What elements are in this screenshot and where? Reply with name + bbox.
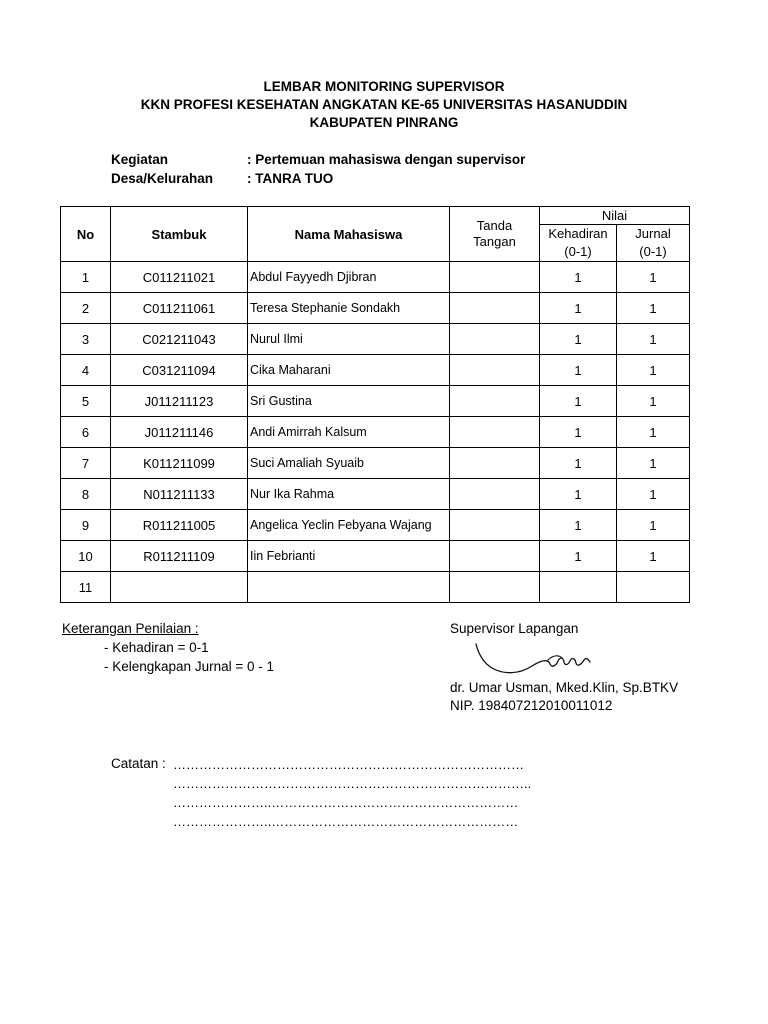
table-row <box>61 448 690 479</box>
cell-tanda-tangan <box>450 448 540 479</box>
cell-jurnal: 1 <box>617 479 690 510</box>
cell-kehadiran <box>540 572 617 603</box>
cell-stambuk <box>111 572 248 603</box>
cell-tanda-tangan <box>450 386 540 417</box>
cell-stambuk: J011211123 <box>111 386 248 417</box>
cell-stambuk: C011211061 <box>111 293 248 324</box>
cell-stambuk: K011211099 <box>111 448 248 479</box>
header-nama: Nama Mahasiswa <box>248 207 450 262</box>
table-row <box>61 572 690 603</box>
cell-tanda-tangan <box>450 572 540 603</box>
cell-stambuk: R011211005 <box>111 510 248 541</box>
table-row <box>61 417 690 448</box>
header-jurnal <box>617 225 690 262</box>
cell-no: 8 <box>61 479 111 510</box>
cell-jurnal: 1 <box>617 355 690 386</box>
header-kehadiran <box>540 225 617 262</box>
cell-jurnal: 1 <box>617 417 690 448</box>
cell-nama: Nurul Ilmi <box>248 324 450 355</box>
cell-tanda-tangan <box>450 510 540 541</box>
cell-no: 7 <box>61 448 111 479</box>
cell-no: 6 <box>61 417 111 448</box>
cell-jurnal: 1 <box>617 262 690 293</box>
cell-nama: Abdul Fayyedh Djibran <box>248 262 450 293</box>
cell-jurnal: 1 <box>617 541 690 572</box>
cell-kehadiran: 1 <box>540 293 617 324</box>
cell-nama: Cika Maharani <box>248 355 450 386</box>
cell-jurnal: 1 <box>617 324 690 355</box>
cell-no: 1 <box>61 262 111 293</box>
cell-nama: Sri Gustina <box>248 386 450 417</box>
table-row <box>61 386 690 417</box>
cell-kehadiran: 1 <box>540 448 617 479</box>
supervisor-title: Supervisor Lapangan <box>450 621 579 636</box>
table-row <box>61 324 690 355</box>
cell-no: 10 <box>61 541 111 572</box>
supervisor-name: dr. Umar Usman, Mked.Klin, Sp.BTKV <box>450 680 679 695</box>
cell-nama: Nur Ika Rahma <box>248 479 450 510</box>
cell-nama: Andi Amirrah Kalsum <box>248 417 450 448</box>
kegiatan-value: : Pertemuan mahasiswa dengan supervisor <box>247 152 526 167</box>
table-row <box>61 262 690 293</box>
supervisor-nip: NIP. 198407212010011012 <box>450 698 613 713</box>
catatan-line-4: …………………..………………………………………………… <box>173 814 519 829</box>
cell-jurnal: 1 <box>617 448 690 479</box>
header-kehadiran-line1: Kehadiran <box>548 226 608 241</box>
cell-nama <box>248 572 450 603</box>
header-no: No <box>61 207 111 262</box>
cell-nama: Iin Febrianti <box>248 541 450 572</box>
cell-kehadiran: 1 <box>540 386 617 417</box>
cell-kehadiran: 1 <box>540 355 617 386</box>
header-nilai: Nilai <box>540 207 690 225</box>
cell-kehadiran: 1 <box>540 262 617 293</box>
cell-kehadiran: 1 <box>540 417 617 448</box>
cell-jurnal: 1 <box>617 510 690 541</box>
table-row <box>61 510 690 541</box>
cell-jurnal <box>617 572 690 603</box>
kegiatan-label: Kegiatan <box>111 152 169 167</box>
cell-kehadiran: 1 <box>540 541 617 572</box>
cell-nama: Teresa Stephanie Sondakh <box>248 293 450 324</box>
desa-value: : TANRA TUO <box>247 171 334 186</box>
keterangan-item-jurnal: - Kelengkapan Jurnal = 0 - 1 <box>104 659 274 674</box>
catatan-line-2: ……………………………………………………………………….. <box>173 776 532 791</box>
table-row <box>61 541 690 572</box>
catatan-line-3: …………………..………………………………………………… <box>173 795 519 810</box>
cell-kehadiran: 1 <box>540 510 617 541</box>
cell-tanda-tangan <box>450 324 540 355</box>
header-jurnal-line2: (0-1) <box>639 244 667 259</box>
desa-label: Desa/Kelurahan <box>111 171 214 186</box>
cell-stambuk: J011211146 <box>111 417 248 448</box>
cell-tanda-tangan <box>450 417 540 448</box>
cell-tanda-tangan <box>450 479 540 510</box>
cell-stambuk: C021211043 <box>111 324 248 355</box>
header-tanda-tangan <box>450 207 540 262</box>
cell-stambuk: C011211021 <box>111 262 248 293</box>
catatan-label: Catatan : <box>111 756 166 771</box>
cell-no: 5 <box>61 386 111 417</box>
cell-jurnal: 1 <box>617 386 690 417</box>
cell-no: 2 <box>61 293 111 324</box>
header-jurnal-line1: Jurnal <box>635 226 671 241</box>
header-kehadiran-line2: (0-1) <box>564 244 592 259</box>
cell-kehadiran: 1 <box>540 324 617 355</box>
cell-tanda-tangan <box>450 293 540 324</box>
signature <box>470 640 600 682</box>
cell-nama: Angelica Yeclin Febyana Wajang <box>248 510 450 541</box>
header-tanda-line1: Tanda <box>476 218 513 233</box>
cell-nama: Suci Amaliah Syuaib <box>248 448 450 479</box>
header-stambuk: Stambuk <box>111 207 248 262</box>
keterangan-item-kehadiran: - Kehadiran = 0-1 <box>104 640 209 655</box>
cell-tanda-tangan <box>450 541 540 572</box>
doc-location: KABUPATEN PINRANG <box>309 115 459 130</box>
catatan-line-1: ……………………………………………………………………… <box>173 757 524 772</box>
cell-no: 3 <box>61 324 111 355</box>
header-tanda-line2: Tangan <box>473 234 516 249</box>
cell-tanda-tangan <box>450 355 540 386</box>
cell-tanda-tangan <box>450 262 540 293</box>
table-row <box>61 479 690 510</box>
cell-jurnal: 1 <box>617 293 690 324</box>
cell-stambuk: N011211133 <box>111 479 248 510</box>
keterangan-title: Keterangan Penilaian : <box>62 621 199 636</box>
doc-subtitle: KKN PROFESI KESEHATAN ANGKATAN KE-65 UNIVERSITAS HASANUDDIN <box>140 97 628 112</box>
cell-stambuk: R011211109 <box>111 541 248 572</box>
cell-kehadiran: 1 <box>540 479 617 510</box>
cell-no: 4 <box>61 355 111 386</box>
table-row <box>61 293 690 324</box>
cell-stambuk: C031211094 <box>111 355 248 386</box>
cell-no: 9 <box>61 510 111 541</box>
table-row <box>61 355 690 386</box>
cell-no: 11 <box>61 572 111 603</box>
monitoring-table <box>60 206 690 603</box>
doc-title: LEMBAR MONITORING SUPERVISOR <box>263 79 505 94</box>
